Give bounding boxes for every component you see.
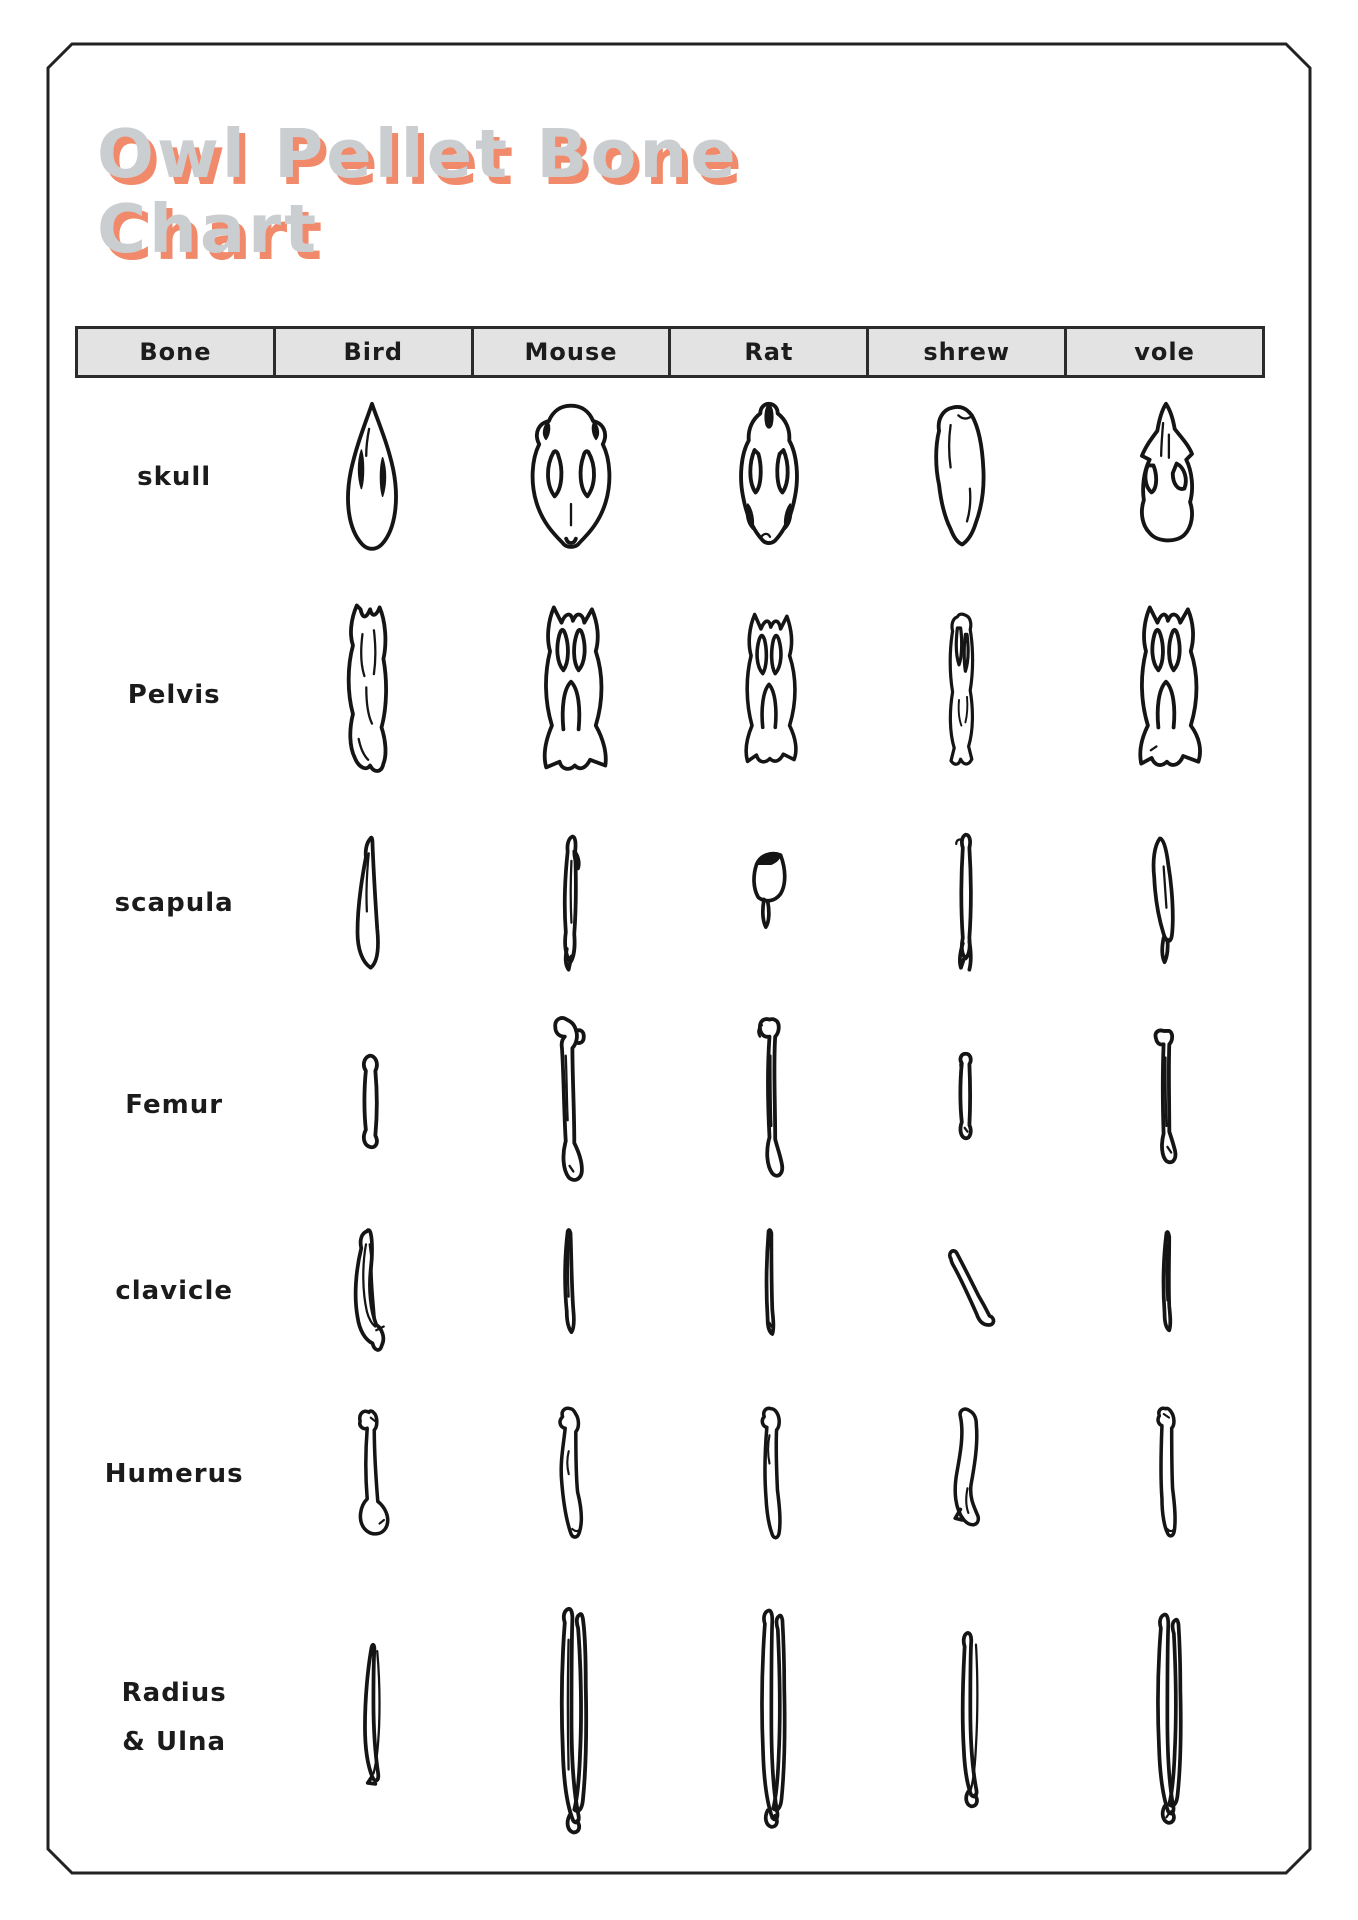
bone-chart-table xyxy=(75,326,1265,1854)
vole-skull-illustration xyxy=(1113,396,1219,560)
bird-scapula-illustration xyxy=(335,829,410,979)
shrew-clavicle-illustration xyxy=(930,1237,1005,1347)
bird-radius-ulna-illustration xyxy=(339,1638,406,1798)
mouse-pelvis-illustration xyxy=(523,596,619,796)
shrew-humerus-illustration xyxy=(941,1400,994,1550)
row-label-radius-ulna: Radius & Ulna xyxy=(121,1677,227,1757)
rat-skull-illustration xyxy=(716,396,822,560)
rat-scapula-illustration xyxy=(732,844,807,964)
mouse-skull-illustration xyxy=(518,396,624,560)
mouse-femur-illustration xyxy=(542,1006,599,1206)
table-row-radius-ulna xyxy=(75,1582,1265,1854)
page-title-line2: Chart xyxy=(97,189,320,268)
vole-radius-ulna-illustration xyxy=(1132,1602,1199,1834)
shrew-radius-ulna-illustration xyxy=(934,1624,1001,1812)
table-row-skull xyxy=(75,378,1265,578)
column-header-shrew: shrew xyxy=(869,326,1067,378)
bird-femur-illustration xyxy=(344,1006,401,1206)
row-label-femur: Femur xyxy=(125,1090,224,1121)
table-row-clavicle xyxy=(75,1217,1265,1367)
row-label-clavicle: clavicle xyxy=(115,1276,233,1307)
rat-femur-illustration xyxy=(741,1006,798,1206)
row-label-pelvis: Pelvis xyxy=(127,679,221,710)
mouse-clavicle-illustration xyxy=(533,1222,608,1362)
rat-humerus-illustration xyxy=(743,1395,796,1555)
rat-radius-ulna-illustration xyxy=(736,1598,803,1838)
vole-clavicle-illustration xyxy=(1128,1222,1203,1362)
column-header-rat: Rat xyxy=(671,326,869,378)
table-row-scapula xyxy=(75,813,1265,995)
bird-humerus-illustration xyxy=(346,1400,399,1550)
shrew-skull-illustration xyxy=(914,396,1020,560)
mouse-radius-ulna-illustration xyxy=(537,1594,604,1842)
column-header-mouse: Mouse xyxy=(474,326,672,378)
bird-skull-illustration xyxy=(319,396,425,560)
column-header-vole: vole xyxy=(1067,326,1265,378)
column-header-bird: Bird xyxy=(276,326,474,378)
table-row-femur xyxy=(75,995,1265,1217)
vole-scapula-illustration xyxy=(1128,829,1203,979)
table-row-pelvis xyxy=(75,578,1265,813)
mouse-scapula-illustration xyxy=(533,829,608,979)
rat-pelvis-illustration xyxy=(724,602,814,790)
vole-pelvis-illustration xyxy=(1118,596,1214,796)
table-header-row xyxy=(75,326,1265,378)
row-label-scapula: scapula xyxy=(114,888,234,919)
page-title xyxy=(97,114,1197,268)
bird-clavicle-illustration xyxy=(335,1222,410,1362)
row-label-humerus: Humerus xyxy=(104,1458,244,1489)
vole-femur-illustration xyxy=(1137,1006,1194,1206)
shrew-pelvis-illustration xyxy=(927,590,1007,802)
page-title-line1: Owl Pellet Bone xyxy=(97,114,739,193)
mouse-humerus-illustration xyxy=(544,1395,597,1555)
vole-humerus-illustration xyxy=(1139,1395,1192,1555)
table-row-humerus xyxy=(75,1367,1265,1582)
row-label-skull: skull xyxy=(137,462,212,493)
rat-clavicle-illustration xyxy=(732,1222,807,1362)
column-header-bone: Bone xyxy=(75,326,276,378)
shrew-femur-illustration xyxy=(939,1006,996,1206)
bird-pelvis-illustration xyxy=(324,596,420,796)
shrew-scapula-illustration xyxy=(930,825,1005,983)
